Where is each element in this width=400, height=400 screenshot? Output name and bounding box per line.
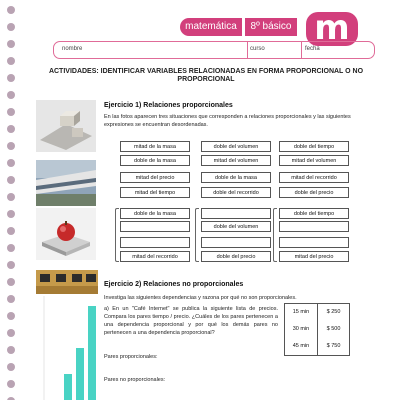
binder-hole (7, 125, 15, 133)
time-cell: 45 min (292, 343, 310, 349)
binder-hole (7, 295, 15, 303)
expression-box: doble del volumen (201, 141, 271, 152)
train-photo (36, 160, 96, 206)
bracket (115, 208, 119, 262)
binder-hole (7, 57, 15, 65)
binder-hole (7, 380, 15, 388)
binder-hole (7, 91, 15, 99)
binder-hole (7, 23, 15, 31)
time-cell: 30 min (292, 326, 310, 332)
expression-box: doble del recorrido (201, 187, 271, 198)
binder-hole (7, 278, 15, 286)
question-a: a) En un "Café Internet" se publica la siguiente lista de precios. Compara los pares tiempo / precio. ¿Cuáles de los pares pertenecen a una dependencia proporcional y por qué los demás pares no pertenecen a una dependencia proporcional? (104, 306, 278, 336)
name-bar (53, 41, 375, 59)
binder-hole (7, 346, 15, 354)
answer-box: doble de la masa (120, 208, 190, 219)
exercise1-instructions: En las fotos aparecen tres situaciones que corresponden a relaciones proporcionales y las siguientes expresiones se encuentran desordenadas. (104, 114, 351, 128)
answer-box[interactable] (120, 221, 190, 232)
table-row (285, 338, 349, 355)
binder-hole (7, 176, 15, 184)
expression-box: mitad del recorrido (279, 172, 349, 183)
answer-box[interactable] (279, 237, 349, 248)
binder-hole (7, 244, 15, 252)
expression-box: mitad del volumen (201, 155, 271, 166)
expression-box: mitad de la masa (120, 141, 190, 152)
apple-scale-photo (36, 208, 96, 260)
expression-box: mitad del volumen (279, 155, 349, 166)
answer-box[interactable] (201, 208, 271, 219)
worksheet-header (177, 8, 361, 48)
course-label: curso (250, 46, 265, 52)
answer-box: doble del precio (201, 251, 271, 262)
grade-label: 8º básico (245, 18, 297, 36)
bracket (195, 208, 199, 262)
exercise1-heading: Ejercicio 1) Relaciones proporcionales (104, 102, 233, 109)
expression-box: doble del tiempo (279, 141, 349, 152)
exercise2-heading: Ejercicio 2) Relaciones no proporcionales (104, 281, 244, 288)
exercise2-intro: Investiga las siguientes dependencias y razona por qué no son proporcionales. (104, 295, 297, 301)
time-cell: 15 min (292, 309, 310, 315)
expression-box: doble del precio (279, 187, 349, 198)
answer-box: mitad del recorrido (120, 251, 190, 262)
bracket (273, 208, 277, 262)
price-cell: $ 250 (317, 304, 349, 321)
answer-box: doble del volumen (201, 221, 271, 232)
subject-label: matemática (180, 18, 242, 36)
non-proportional-pairs-label: Pares no proporcionales: (104, 377, 166, 383)
binder-hole (7, 227, 15, 235)
table-row (285, 321, 349, 338)
m-logo: m (306, 12, 358, 46)
binder-hole (7, 74, 15, 82)
bar (88, 306, 96, 400)
binder-hole (7, 210, 15, 218)
price-table (284, 303, 350, 356)
bar-chart-graphic (38, 296, 100, 400)
binder-hole (7, 329, 15, 337)
binder-hole (7, 363, 15, 371)
binder-hole (7, 142, 15, 150)
binder-hole (7, 312, 15, 320)
expression-box: doble de la masa (120, 155, 190, 166)
binder-strip (0, 0, 27, 400)
answer-box: doble del tiempo (279, 208, 349, 219)
binder-hole (7, 108, 15, 116)
binder-hole (7, 40, 15, 48)
price-cell: $ 500 (317, 321, 349, 338)
proportional-pairs-label: Pares proporcionales: (104, 354, 158, 360)
activities-title: ACTIVIDADES: IDENTIFICAR VARIABLES RELACIONADAS EN FORMA PROPORCIONAL O NO PROPORCIONAL (48, 68, 364, 83)
binder-hole (7, 159, 15, 167)
expression-box: mitad del precio (120, 172, 190, 183)
answer-box: mitad del precio (279, 251, 349, 262)
weight-blocks-photo (36, 100, 96, 152)
bar (64, 374, 72, 400)
binder-hole (7, 193, 15, 201)
divider (301, 42, 302, 59)
divider (247, 42, 248, 59)
date-label: fecha (305, 46, 320, 52)
binder-hole (7, 261, 15, 269)
answer-box[interactable] (279, 221, 349, 232)
internet-cafe-photo (36, 270, 98, 294)
table-row (285, 304, 349, 321)
binder-hole (7, 6, 15, 14)
answer-box[interactable] (120, 237, 190, 248)
name-label: nombre (62, 46, 83, 52)
expression-box: doble de la masa (201, 172, 271, 183)
expression-box: mitad del tiempo (120, 187, 190, 198)
answer-box[interactable] (201, 237, 271, 248)
price-cell: $ 750 (317, 338, 349, 355)
bar (76, 348, 84, 400)
